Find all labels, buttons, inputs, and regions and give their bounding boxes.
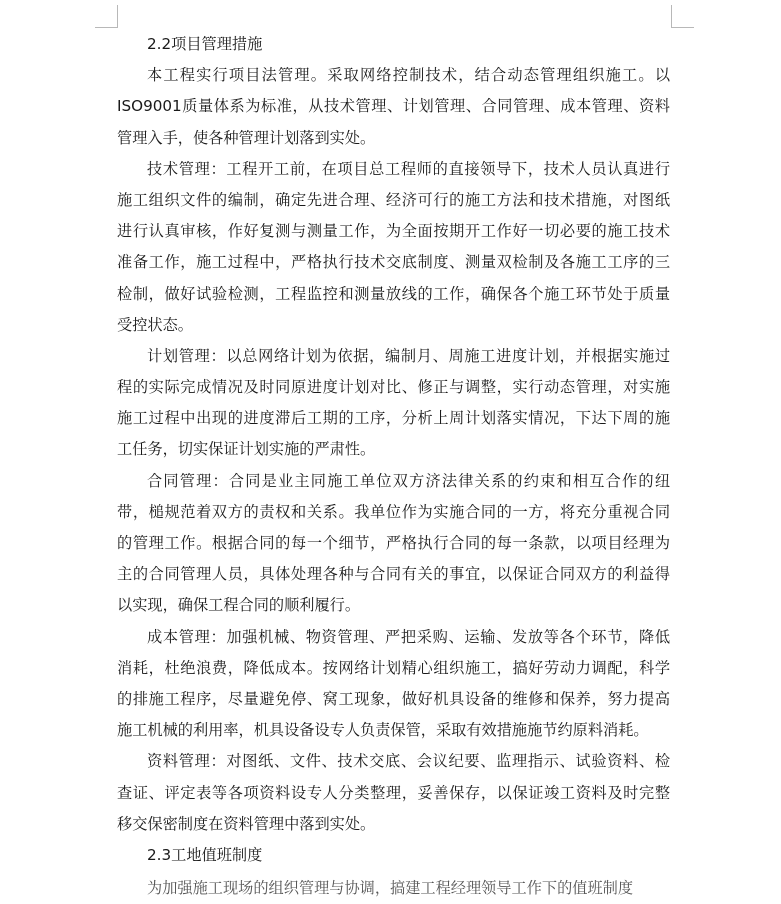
paragraph-cost-management (117, 622, 670, 747)
text-line: 查证、评定表等各项资料设专人分类整理，妥善保存，以保证竣工资料及时完整 (117, 783, 670, 802)
paragraph-intro (117, 60, 670, 154)
text-line: 主的合同管理人员，具体处理各种与合同有关的事宜，以保证合同双方的利益得 (117, 565, 670, 584)
text-line: 合同管理：合同是业主同施工单位双方济法律关系的约束和相互合作的纽 (147, 471, 670, 490)
text-line: 本工程实行项目法管理。采取网络控制技术，结合动态管理组织施工。以 (147, 66, 670, 85)
text-line: 施工机械的利用率，机具设备设专人负责保管，采取有效措施施节约原料消耗。 (117, 721, 649, 740)
cut-off-text-line: 为加强施工现场的组织管理与协调，搞建工程经理领导工作下的值班制度 (147, 879, 633, 897)
text-line: 施工过程中出现的进度滞后工期的工序，分析上周计划落实情况，下达下周的施 (117, 409, 670, 428)
paragraph-contract-management (117, 466, 670, 622)
text-line: 检制，做好试验检测，工程监控和测量放线的工作，确保各个施工环节处于质量 (117, 284, 670, 303)
text-line: 的管理工作。根据合同的每一个细节，严格执行合同的每一条款，以项目经理为 (117, 534, 670, 552)
text-line: 计划管理：以总网络计划为依据，编制月、周施工进度计划，并根据实施过 (147, 346, 670, 365)
document-body (117, 29, 670, 871)
paragraph-plan-management (117, 341, 670, 466)
top-left-margin-mark (95, 5, 118, 28)
text-line: 进行认真审核，作好复测与测量工作，为全面按期开工作好一切必要的施工技术 (117, 222, 670, 241)
text-line: 以实现，确保工程合同的顺利履行。 (117, 596, 360, 615)
text-line: ISO9001质量体系为标准，从技术管理、计划管理、合同管理、成本管理、资料 (117, 97, 670, 116)
text-line: 管理入手，使各种管理计划落到实处。 (117, 128, 376, 147)
text-line: 资料管理：对图纸、文件、技术交底、会议纪要、监理指示、试验资料、检 (147, 752, 670, 771)
text-line: 的排施工程序，尽量避免停、窝工现象，做好机具设备的维修和保养，努力提高 (117, 689, 670, 708)
text-line: 施工组织文件的编制，确定先进合理、经济可行的施工方法和技术措施，对图纸 (117, 190, 670, 209)
text-line: 受控状态。 (117, 315, 193, 334)
text-line: 移交保密制度在资料管理中落到实处。 (117, 814, 376, 833)
paragraph-document-management (117, 746, 670, 840)
top-right-margin-mark (671, 5, 694, 28)
text-line: 成本管理：加强机械、物资管理、严把采购、运输、发放等各个环节，降低 (147, 627, 670, 646)
text-line: 准备工作，施工过程中，严格执行技术交底制度、测量双检制及各施工工序的三 (117, 253, 670, 272)
text-line: 技术管理：工程开工前，在项目总工程师的直接领导下，技术人员认真进行 (147, 159, 670, 178)
section-heading-2-3: 2.3工地值班制度 (147, 845, 263, 864)
section-heading-2-2: 2.2项目管理措施 (147, 35, 263, 53)
text-line: 消耗，杜绝浪费，降低成本。按网络计划精心组织施工，搞好劳动力调配，科学 (117, 658, 670, 677)
text-line: 带，槌规范着双方的责权和关系。我单位作为实施合同的一方，将充分重视合同 (117, 502, 670, 521)
text-line: 程的实际完成情况及时同原进度计划对比、修正与调整，实行动态管理，对实施 (117, 378, 670, 397)
paragraph-technical-management (117, 154, 670, 341)
text-line: 工任务，切实保证计划实施的严肃性。 (117, 440, 376, 459)
